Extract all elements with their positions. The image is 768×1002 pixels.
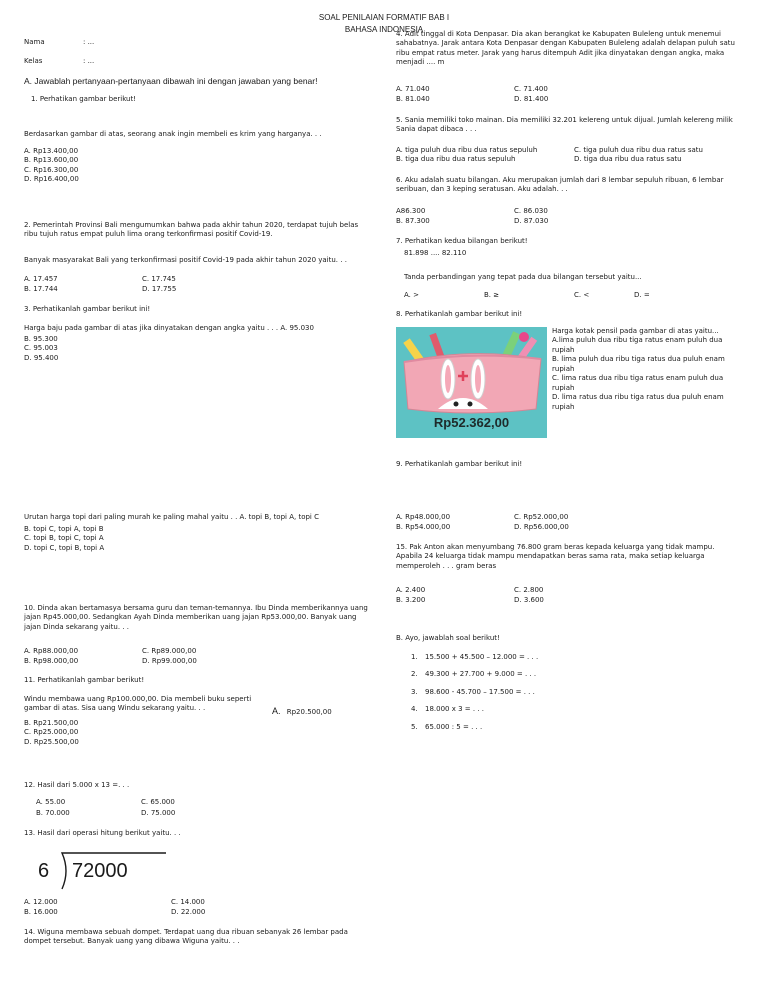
q1-option-b: B. Rp13.600,00: [24, 156, 79, 165]
q9-option-a: A. Rp48.000,00: [396, 513, 451, 521]
section-b-item-text: 49.300 + 27.700 + 9.000 = . . .: [425, 670, 537, 679]
section-b-item: [411, 653, 538, 662]
q6-option-c: C. 86.030: [514, 207, 548, 215]
q2-options: [24, 275, 260, 295]
q1-option-a: A. Rp13.400,00: [24, 147, 79, 155]
q12-question: 12. Hasil dari 5.000 x 13 =. . .: [24, 781, 130, 789]
section-b-item-text: 98.600 - 45.700 – 17.500 = . . .: [425, 687, 535, 696]
q11-option-a-value: Rp20.500,00: [286, 708, 332, 716]
q4-text: 4. Adit tinggal di Kota Denpasar. Dia akan berangkat ke Kabupaten Buleleng untuk menemui sahabatnya. Jarak antara Kota Denpasar dengan Kabupaten Buleleng adalah delapan puluh satu ribu empat ratus meter. Jarak yang harus ditempuh Adit jika dinyatakan dengan angka, maka menjadi .... m: [396, 30, 735, 67]
q11-option-c: C. Rp25.000,00: [24, 728, 79, 737]
q7-option-c: C. <: [574, 291, 590, 299]
section-b-item-text: 65.000 : 5 = . . .: [425, 722, 483, 731]
q10-option-b: B. Rp98.000,00: [24, 657, 79, 666]
q12-option-c: C. 65.000: [141, 798, 175, 806]
q3-options: [24, 335, 58, 363]
q5-option-a: A. tiga puluh dua ribu dua ratus sepuluh: [396, 146, 538, 154]
nama-label: Nama: [24, 38, 45, 46]
q1-options: [24, 147, 79, 185]
q8-option-d: D. lima ratus dua ribu tiga ratus dua puluh enam rupiah: [552, 393, 724, 411]
section-b-item-number: 4.: [411, 705, 418, 714]
q8-question-block: [552, 327, 742, 412]
q3-option-c: C. 95.003: [24, 344, 58, 353]
q6-option-d: D. 87.030: [514, 217, 549, 226]
q4-option-c: C. 71.400: [514, 85, 548, 93]
q13-option-d: D. 22.000: [171, 908, 206, 917]
q-topi-option-c: C. topi B, topi C, topi A: [24, 534, 104, 543]
q3-prompt: 3. Perhatikanlah gambar berikut ini!: [24, 305, 151, 313]
section-b-item-number: 5.: [411, 722, 418, 731]
q3-option-d: D. 95.400: [24, 353, 59, 362]
q9-option-b: B. Rp54.000,00: [396, 523, 451, 532]
kelas-label: Kelas: [24, 57, 43, 65]
q11-option-d: D. Rp25.500,00: [24, 737, 79, 746]
q-topi-option-d: D. topi C, topi B, topi A: [24, 543, 105, 552]
section-b-item: [411, 688, 538, 697]
q-topi-options: [24, 525, 104, 553]
section-b-item: [411, 670, 538, 679]
q13-option-a: A. 12.000: [24, 898, 58, 906]
section-b-item-number: 1.: [411, 653, 418, 661]
q8-question: Harga kotak pensil pada gambar di atas yaitu...: [552, 327, 719, 335]
q2-option-d: D. 17.755: [142, 285, 177, 294]
q3-option-b: B. 95.300: [24, 335, 58, 343]
kelas-value: : ...: [83, 57, 95, 65]
q5-option-d: D. tiga dua ribu dua ratus satu: [574, 155, 682, 164]
q4-option-a: A. 71.040: [396, 85, 430, 93]
q13-option-c: C. 14.000: [171, 898, 205, 906]
q1-question: Berdasarkan gambar di atas, seorang anak ingin membeli es krim yang harganya. . .: [24, 130, 322, 138]
q8-option-c: C. lima ratus dua ribu tiga ratus enam puluh dua rupiah: [552, 374, 724, 392]
section-b-instruction: B. Ayo, jawablah soal berikut!: [396, 634, 500, 642]
q4-option-d: D. 81.400: [514, 95, 549, 104]
q8-option-b: B. lima puluh dua ribu tiga ratus dua puluh enam rupiah: [552, 355, 725, 373]
document-subtitle: BAHASA INDONESIA: [344, 25, 424, 34]
q11-option-b: B. Rp21.500,00: [24, 719, 79, 727]
q15-options: [396, 586, 632, 606]
section-b-item-number: 2.: [411, 670, 418, 679]
document-title: SOAL PENILAIAN FORMATIF BAB I: [318, 13, 450, 22]
q12-options: [36, 798, 246, 819]
q7-prompt: 7. Perhatikan kedua bilangan berikut!: [396, 237, 528, 245]
q7-option-a: A. >: [404, 291, 419, 299]
q6-option-b: B. 87.300: [396, 217, 430, 226]
q6-option-a: A86.300: [396, 207, 426, 215]
section-b-item-text: 15.500 + 45.500 – 12.000 = . . .: [425, 653, 539, 661]
section-a-marker: A.: [24, 76, 33, 86]
q13-question: 13. Hasil dari operasi hitung berikut yaitu. . .: [24, 829, 181, 837]
q9-prompt: 9. Perhatikanlah gambar berikut ini!: [396, 460, 523, 468]
q13-option-b: B. 16.000: [24, 908, 58, 917]
q10-option-c: C. Rp89.000,00: [142, 647, 197, 655]
section-b-list: [411, 653, 538, 732]
q10-option-a: A. Rp88.000,00: [24, 647, 79, 655]
q2-option-a: A. 17.457: [24, 275, 58, 283]
q15-option-c: C. 2.800: [514, 586, 544, 594]
q9-option-d: D. Rp56.000,00: [514, 523, 569, 532]
section-b-item-text: 18.000 x 3 = . . .: [425, 705, 484, 714]
q15-option-a: A. 2.400: [396, 586, 426, 594]
q12-option-d: D. 75.000: [141, 809, 176, 818]
q11-options: [24, 719, 79, 747]
q-topi-option-b: B. topi C, topi A, topi B: [24, 525, 104, 533]
q7-question: Tanda perbandingan yang tepat pada dua bilangan tersebut yaitu...: [404, 273, 642, 281]
q3-question: Harga baju pada gambar di atas jika dinyatakan dengan angka yaitu . . . A. 95.030: [24, 324, 314, 332]
q4-options: [396, 85, 632, 105]
q15-text: 15. Pak Anton akan menyumbang 76.800 gram beras kepada keluarga yang tidak mampu. Apabila 24 keluarga tidak mampu mendapatkan beras sama rata, maka setiap keluarga memperoleh . . . gram beras: [396, 543, 715, 570]
q11-option-a: [272, 705, 332, 717]
q5-option-b: B. tiga dua ribu dua ratus sepuluh: [396, 155, 516, 164]
q4-option-b: B. 81.040: [396, 95, 430, 104]
q9-option-c: C. Rp52.000,00: [514, 513, 569, 521]
q5-text: 5. Sania memiliki toko mainan. Dia memiliki 32.201 kelereng untuk dijual. Jumlah kelereng milik Sania dapat dibaca . . .: [396, 116, 733, 134]
q10-option-d: D. Rp99.000,00: [142, 657, 197, 666]
section-b-item: [411, 723, 538, 732]
nama-value: : ...: [83, 38, 95, 46]
q11-prompt: 11. Perhatikanlah gambar berikut!: [24, 676, 145, 684]
q6-text: 6. Aku adalah suatu bilangan. Aku merupakan jumlah dari 8 lembar sepuluh ribuan, 6 lembar seribuan, dan 3 keping seratusan. Aku adalah. . .: [396, 176, 724, 194]
q9-options: [396, 513, 632, 533]
q-topi-question: Urutan harga topi dari paling murah ke paling mahal yaitu . . A. topi B, topi A, topi C: [24, 513, 319, 521]
q2-text: 2. Pemerintah Provinsi Bali mengumumkan bahwa pada akhir tahun 2020, terdapat tujuh belas ribu tujuh ratus empat puluh lima orang terkonfirmasi positif Covid-19.: [24, 221, 359, 239]
q7-option-b: B. ≥: [484, 291, 500, 299]
q8-prompt: 8. Perhatikanlah gambar berikut ini!: [396, 310, 523, 318]
q2-question: Banyak masyarakat Bali yang terkonfirmasi positif Covid-19 pada akhir tahun 2020 yaitu. . .: [24, 256, 347, 264]
q2-option-c: C. 17.745: [142, 275, 176, 283]
dividend: 72000: [72, 860, 128, 882]
q12-option-a: A. 55.00: [36, 798, 66, 806]
q15-option-d: D. 3.600: [514, 596, 544, 605]
q8-option-a: A.lima puluh dua ribu tiga ratus enam puluh dua rupiah: [552, 336, 723, 354]
q11-question: Windu membawa uang Rp100.000,00. Dia membeli buku seperti gambar di atas. Sisa uang Windu sekarang yaitu. . .: [24, 695, 252, 713]
q1-option-c: C. Rp16.300,00: [24, 165, 79, 174]
q11-option-a-marker: A.: [272, 706, 281, 716]
section-a-text: Jawablah pertanyaan-pertanyaan dibawah ini dengan jawaban yang benar!: [34, 76, 318, 86]
q15-option-b: B. 3.200: [396, 596, 426, 605]
long-division-figure: [24, 849, 154, 893]
q14-text: 14. Wiguna membawa sebuah dompet. Terdapat uang dua ribuan sebanyak 26 lembar pada dompet tersebut. Banyak uang yang dibawa Wiguna yaitu. . .: [24, 928, 348, 946]
q10-text: 10. Dinda akan bertamasya bersama guru dan teman-temannya. Ibu Dinda memberikannya uang jajan Rp45.000,00. Sedangkan Ayah Dinda memberikan uang jajan Rp53.000,00. Banyak uang jajan Dinda sekarang yaitu. . .: [24, 604, 368, 631]
q7-numbers: 81.898 .... 82.110: [404, 249, 467, 257]
q7-options: [404, 291, 694, 300]
section-b-item-number: 3.: [411, 687, 418, 696]
q7-option-d: D. =: [634, 291, 650, 299]
q5-options: [396, 146, 744, 165]
q5-option-c: C. tiga puluh dua ribu dua ratus satu: [574, 146, 703, 154]
q12-option-b: B. 70.000: [36, 809, 70, 818]
pencil-case-price: Rp52.362,00: [433, 415, 510, 430]
q13-options: [24, 898, 289, 918]
q1-option-d: D. Rp16.400,00: [24, 175, 79, 184]
q1-prompt: 1. Perhatikan gambar berikut!: [31, 95, 137, 103]
q6-options: [396, 207, 632, 227]
q2-option-b: B. 17.744: [24, 285, 58, 294]
section-a-instruction: [24, 76, 317, 87]
divisor: 6: [38, 860, 50, 882]
q10-options: [24, 647, 260, 667]
section-b-item: [411, 705, 538, 714]
